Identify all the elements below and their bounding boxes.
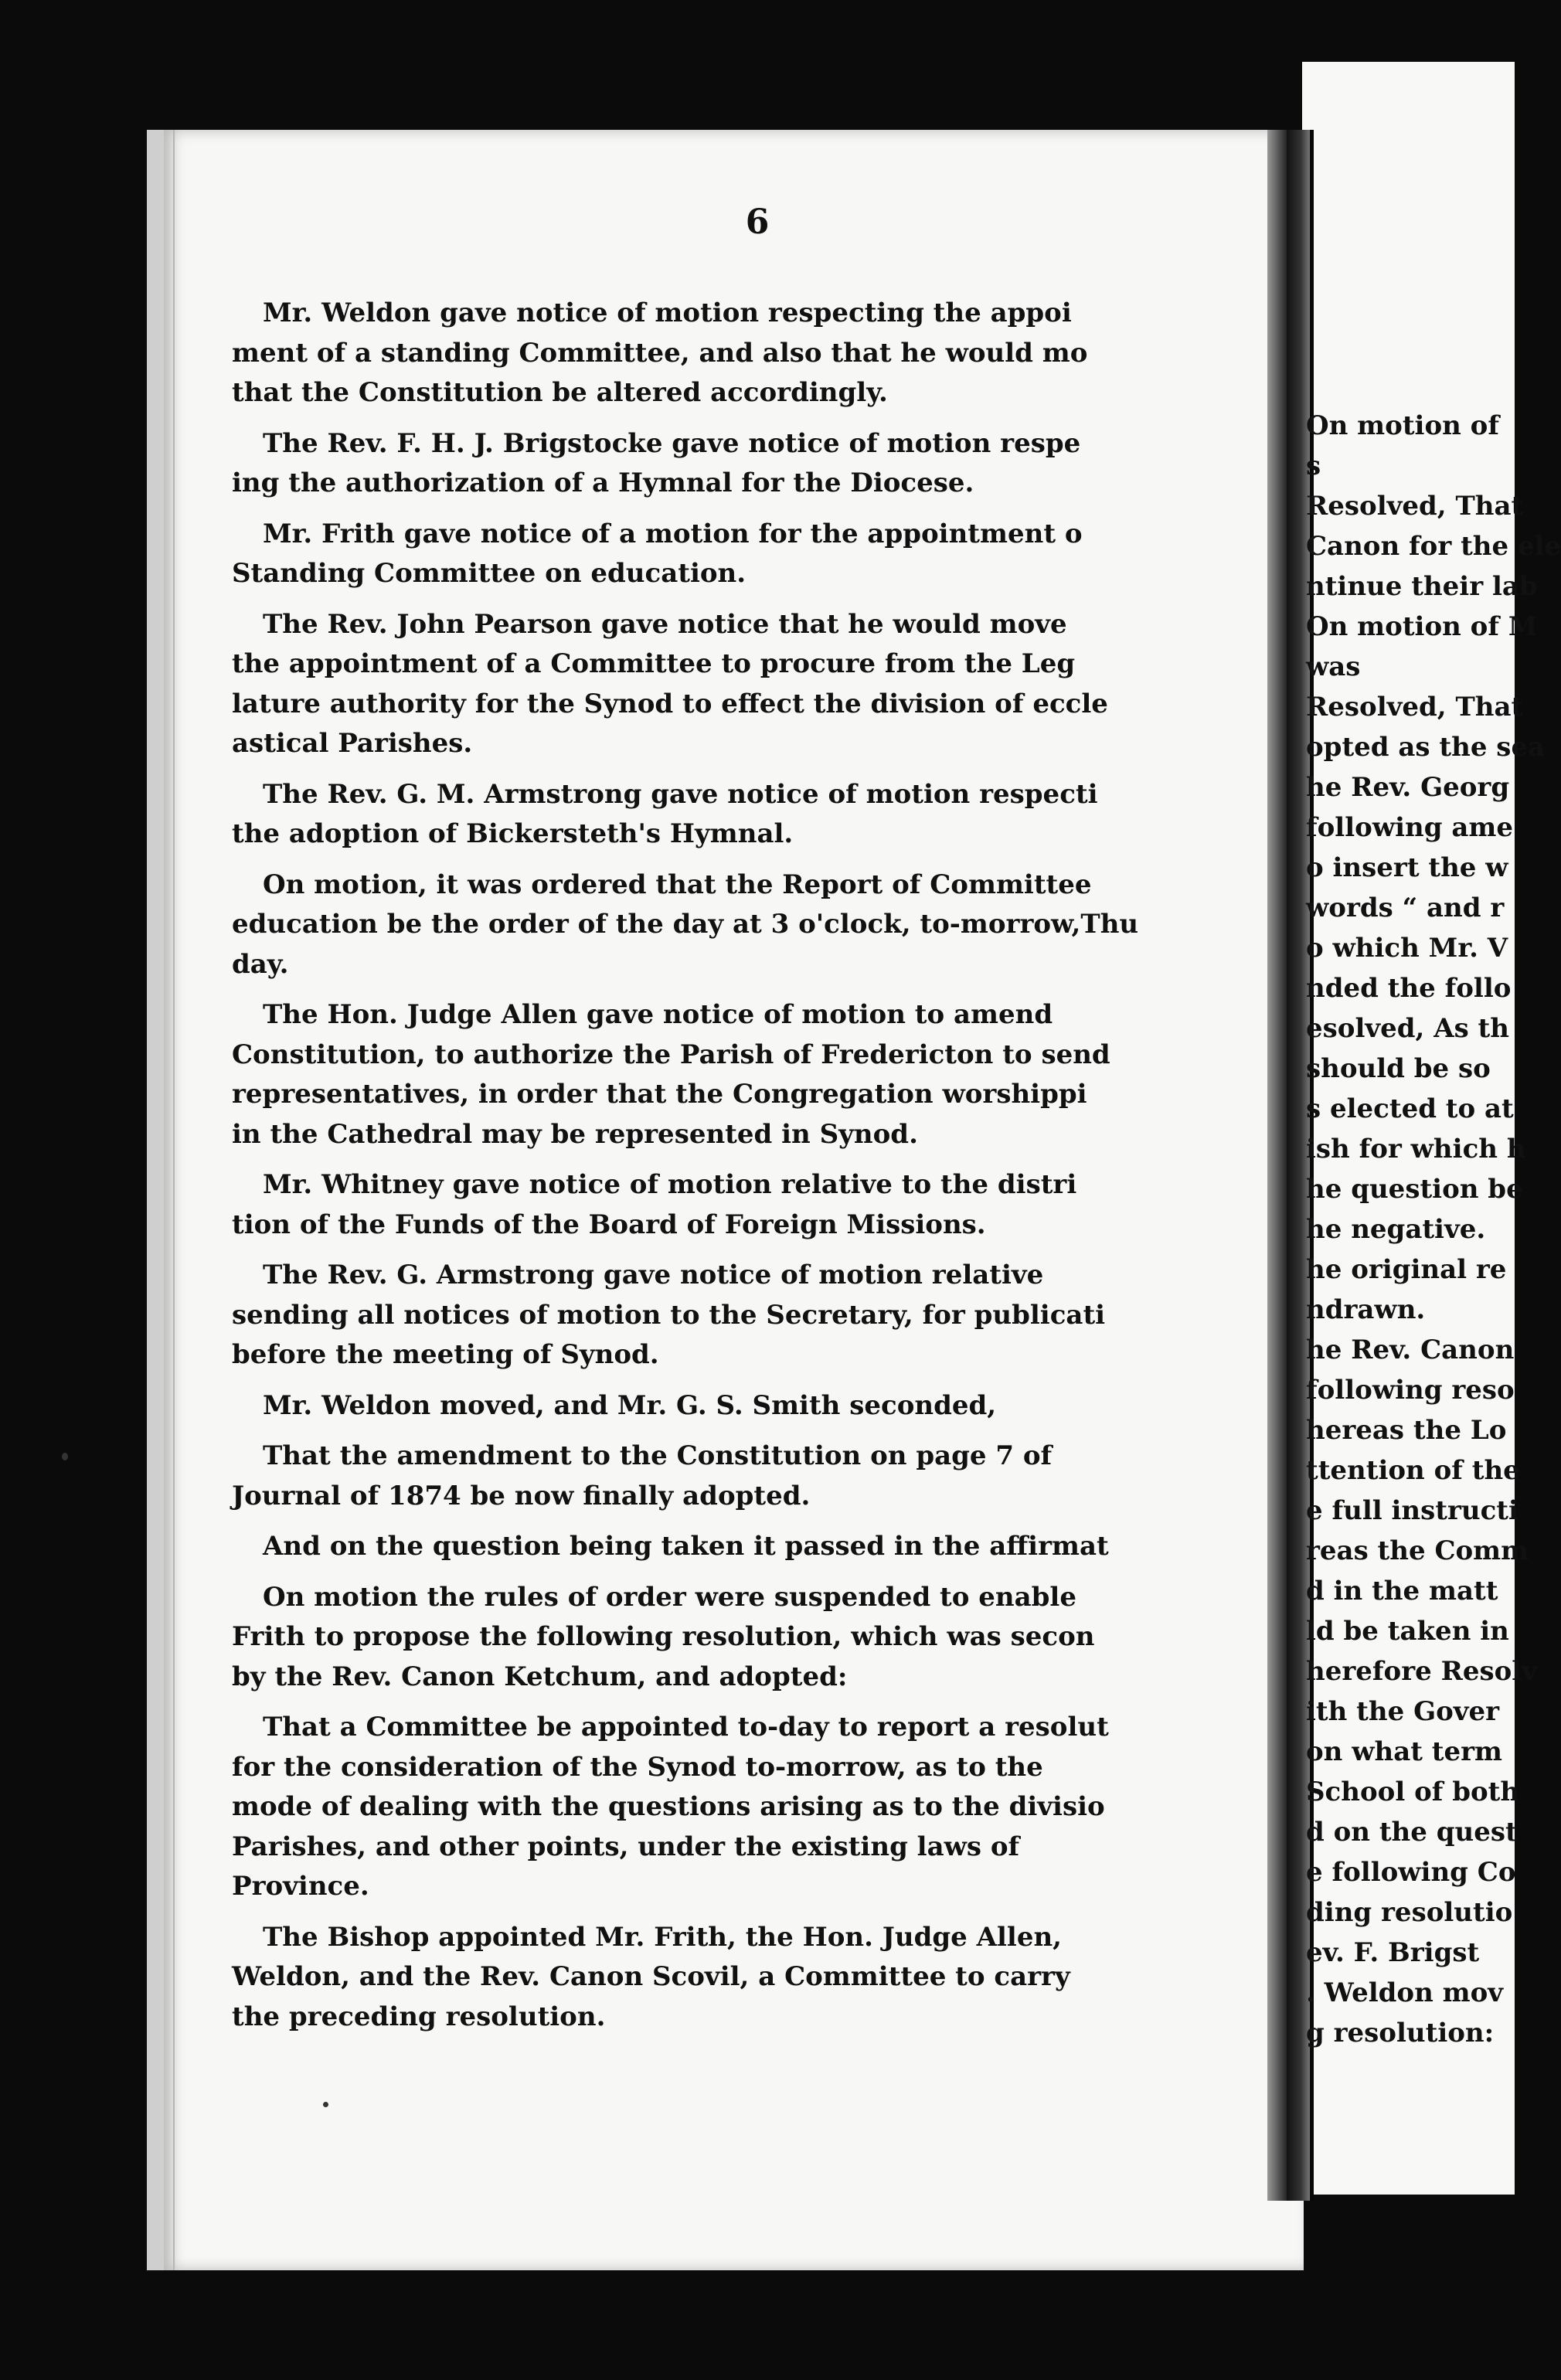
text-line: should be so [1306, 1053, 1491, 1084]
text-line: sending all notices of motion to the Secretary, for publicati [232, 1299, 1106, 1331]
text-line: in the Cathedral may be represented in Synod. [232, 1118, 918, 1150]
text-line: mode of dealing with the questions arising as to the divisio [232, 1791, 1105, 1822]
paragraph [232, 1527, 1306, 1567]
text-line: herefore Resolv [1306, 1656, 1537, 1687]
paragraph [232, 424, 1306, 504]
text-line: o insert the w [1306, 852, 1508, 883]
text-line: That the amendment to the Constitution on page 7 of [263, 1440, 1053, 1471]
text-line: ish for which h [1306, 1134, 1526, 1164]
text-line: d on the quest [1306, 1817, 1518, 1848]
text-line: he question be [1306, 1174, 1523, 1205]
text-line: the appointment of a Committee to procure from the Leg [232, 648, 1076, 679]
text-line: he Rev. Georg [1306, 772, 1510, 803]
text-line: opted as the sea [1306, 732, 1546, 763]
text-line: tion of the Funds of the Board of Foreign Missions. [232, 1209, 986, 1240]
text-line: lature authority for the Synod to effect the division of eccle [232, 688, 1108, 719]
text-line: And on the question being taken it passed in the affirmat [263, 1531, 1109, 1562]
text-line: before the meeting of Synod. [232, 1339, 659, 1370]
text-line: Mr. Weldon gave notice of motion respecting the appoi [263, 298, 1072, 328]
text-line: The Hon. Judge Allen gave notice of motion to amend [263, 999, 1053, 1030]
text-line: The Rev. G. Armstrong gave notice of motion relative [263, 1260, 1044, 1290]
text-line: ndrawn. [1306, 1294, 1426, 1325]
text-line: Journal of 1874 be now finally adopted. [232, 1480, 811, 1511]
text-line: on what term [1306, 1736, 1503, 1767]
paragraph [232, 1165, 1306, 1245]
text-line: esolved, As th [1306, 1013, 1509, 1044]
text-line: The Rev. F. H. J. Brigstocke gave notice of motion respe [263, 427, 1081, 459]
paragraph [232, 865, 1306, 985]
text-line: he negative. [1306, 1214, 1486, 1245]
paragraph [232, 1578, 1306, 1698]
text-line: words “ and r [1306, 892, 1505, 923]
text-line: e full instructi [1306, 1495, 1518, 1526]
text-line: ntinue their lab [1306, 571, 1538, 602]
text-line: o which Mr. V [1306, 933, 1508, 964]
paragraph [232, 1918, 1306, 2038]
text-line: for the consideration of the Synod to-morrow, as to the [232, 1751, 1043, 1783]
text-line: d in the matt [1306, 1576, 1498, 1606]
text-line: following reso [1306, 1375, 1515, 1406]
text-line: nded the follo [1306, 973, 1512, 1004]
text-line: ld be taken in [1306, 1616, 1509, 1647]
text-line: Constitution, to authorize the Parish of Fredericton to send [232, 1039, 1110, 1070]
text-line: that the Constitution be altered accordingly. [232, 377, 888, 408]
text-line: School of both [1306, 1776, 1520, 1807]
text-line: g resolution: [1306, 2018, 1495, 2048]
text-line: Mr. Weldon moved, and Mr. G. S. Smith seconded, [263, 1389, 997, 1421]
text-line: hereas the Lo [1306, 1415, 1507, 1446]
paragraph [232, 605, 1306, 764]
text-line: On motion, it was ordered that the Report of Committee [263, 869, 1092, 900]
text-line: On motion the rules of order were suspended to enable [263, 1581, 1076, 1613]
page-number: 6 [745, 202, 770, 242]
text-line: The Bishop appointed Mr. Frith, the Hon. Judge Allen, [263, 1921, 1063, 1953]
text-line: reas the Comm [1306, 1535, 1529, 1566]
text-line: Parishes, and other points, under the existing laws of [232, 1831, 1020, 1862]
paragraph [232, 1436, 1306, 1516]
text-line: Canon for the ele [1306, 531, 1561, 562]
text-line: s elected to at [1306, 1093, 1514, 1124]
text-line: On motion of [1306, 410, 1499, 441]
text-line: he Rev. Canon [1306, 1334, 1515, 1365]
dust-speck [323, 2102, 328, 2107]
text-line: Mr. Whitney gave notice of motion relative to the distri [263, 1169, 1077, 1200]
text-line: Resolved, That [1306, 692, 1524, 722]
text-line: Mr. Frith gave notice of a motion for the appointment o [263, 518, 1083, 549]
text-line: ment of a standing Committee, and also that he would mo [232, 337, 1088, 369]
text-line: Weldon, and the Rev. Canon Scovil, a Committee to carry [232, 1961, 1070, 1992]
text-line: The Rev. John Pearson gave notice that he would move [263, 608, 1067, 640]
text-line: the preceding resolution. [232, 2001, 606, 2032]
text-line: by the Rev. Canon Ketchum, and adopted: [232, 1661, 848, 1692]
text-line: education be the order of the day at 3 o'clock, to-morrow,Thu [232, 909, 1139, 940]
text-line: The Rev. G. M. Armstrong gave notice of motion respecti [263, 778, 1098, 810]
text-line: Frith to propose the following resolution, which was secon [232, 1621, 1095, 1652]
text-line: representatives, in order that the Congregation worshippi [232, 1079, 1087, 1110]
text-line: day. [232, 948, 289, 980]
dust-speck [62, 1453, 68, 1460]
text-line: Resolved, That [1306, 491, 1524, 522]
text-line: s [1306, 450, 1321, 481]
text-line: he original re [1306, 1254, 1507, 1285]
text-line: astical Parishes. [232, 728, 473, 759]
text-line: ttention of the [1306, 1455, 1520, 1486]
right-page-body-text [1306, 406, 1561, 2053]
text-line: following ame [1306, 812, 1513, 843]
text-line: That a Committee be appointed to-day to report a resolut [263, 1712, 1109, 1742]
text-line: the adoption of Bickersteth's Hymnal. [232, 818, 794, 849]
text-line: was [1306, 651, 1361, 682]
text-line: On motion of M [1306, 611, 1538, 642]
paragraph [232, 995, 1306, 1154]
paragraph [232, 515, 1306, 594]
paragraph [232, 775, 1306, 855]
text-line: e following Co [1306, 1857, 1516, 1888]
text-line: ith the Gover [1306, 1696, 1500, 1727]
left-page-body-text [232, 294, 1306, 2048]
paragraph [232, 1256, 1306, 1375]
text-line: ev. F. Brigst [1306, 1937, 1480, 1968]
paragraph [232, 1708, 1306, 1907]
text-line: Province. [232, 1871, 369, 1902]
page-edge-rule [173, 130, 175, 2270]
text-line: . Weldon mov [1306, 1977, 1504, 2008]
text-line: ding resolutio [1306, 1897, 1513, 1928]
text-line: Standing Committee on education. [232, 558, 746, 589]
paragraph [232, 1386, 1306, 1426]
text-line: ing the authorization of a Hymnal for the Diocese. [232, 468, 974, 498]
paragraph [232, 294, 1306, 413]
